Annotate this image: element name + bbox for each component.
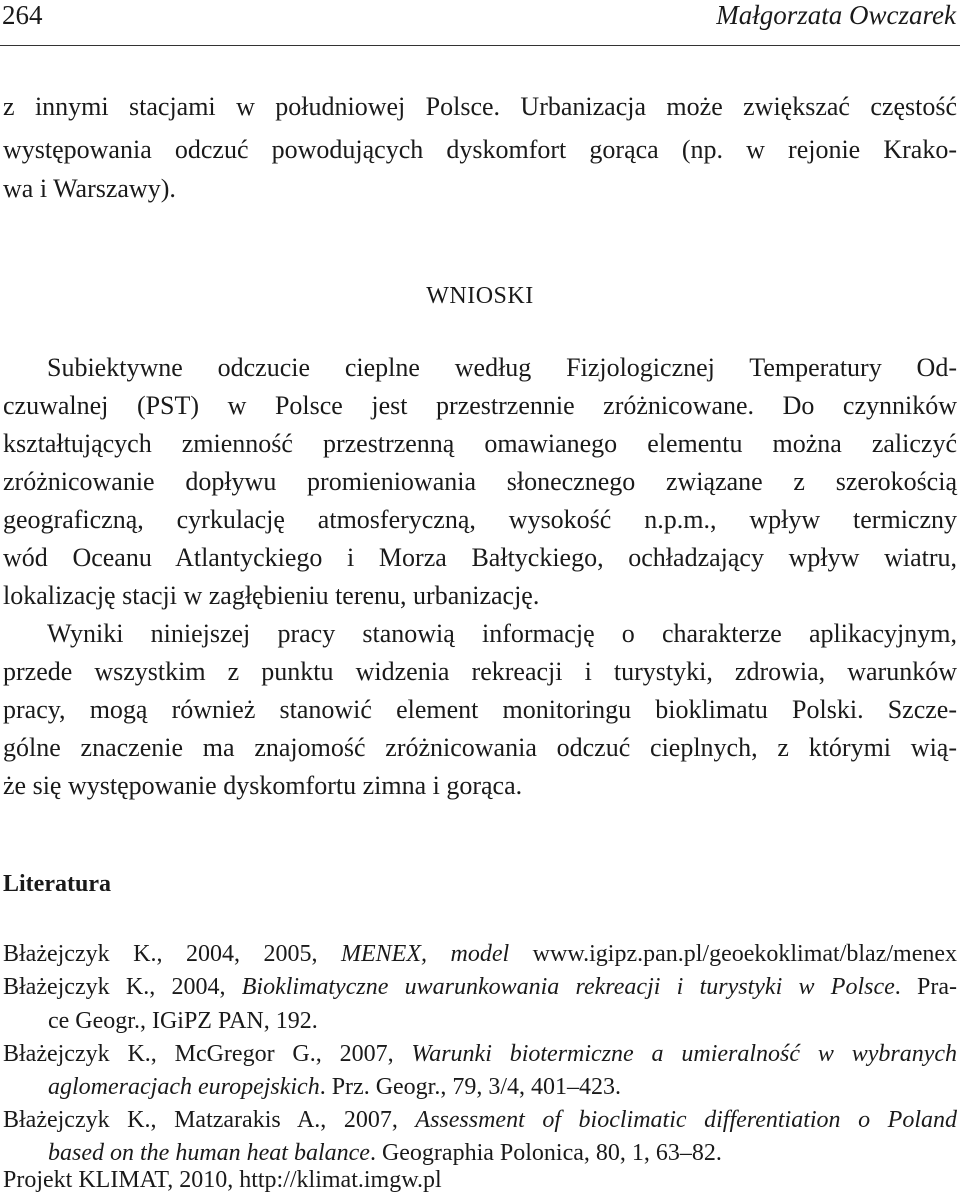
body-line: Subiektywne odczucie cieplne według Fizjologicznej Temperatury Od- <box>47 353 957 382</box>
ref-title: MENEX, model <box>341 941 510 967</box>
intro-line: z innymi stacjami w południowej Polsce. Urbanizacja może zwiększać częstość <box>3 92 957 121</box>
ref-text: www.igipz.pan.pl/geoekoklimat/blaz/menex <box>509 941 957 967</box>
section-heading: WNIOSKI <box>426 283 534 309</box>
reference-line <box>3 940 957 968</box>
ref-text: . Geographia Polonica, 80, 1, 63–82. <box>369 1140 722 1166</box>
ref-text: ce Geogr., IGiPZ PAN, 192. <box>48 1008 318 1034</box>
reference-line <box>3 1040 957 1068</box>
ref-title: Bioklimatyczne uwarunkowania rekreacji i turystyki w Polsce <box>241 974 895 1000</box>
ref-text: Błażejczyk K., 2004, 2005, <box>3 941 341 967</box>
ref-title: Warunki biotermiczne a umieralność w wybranych <box>411 1041 957 1067</box>
ref-title: aglomeracjach europejskich <box>48 1074 320 1100</box>
ref-text: Błażejczyk K., Matzarakis A., 2007, <box>3 1107 416 1133</box>
body-line: gólne znaczenie ma znajomość zróżnicowania odczuć cieplnych, z którymi wią- <box>3 733 957 762</box>
reference-line <box>48 1007 957 1035</box>
reference-line <box>48 1073 957 1101</box>
ref-text: . Pra- <box>894 974 957 1000</box>
body-line: przede wszystkim z punktu widzenia rekreacji i turystyki, zdrowia, warunków <box>3 657 957 686</box>
body-line: lokalizację stacji w zagłębieniu terenu, urbanizację. <box>3 581 540 610</box>
body-line: geograficzną, cyrkulację atmosferyczną, wysokość n.p.m., wpływ termiczny <box>3 505 957 534</box>
ref-text: Błażejczyk K., McGregor G., 2007, <box>3 1041 412 1067</box>
intro-line: wa i Warszawy). <box>3 174 176 203</box>
ref-text: . Prz. Geogr., 79, 3/4, 401–423. <box>319 1074 622 1100</box>
header-rule <box>0 45 960 46</box>
body-line: czuwalnej (PST) w Polsce jest przestrzennie zróżnicowane. Do czynników <box>3 391 957 420</box>
body-line: pracy, mogą również stanowić element monitoringu bioklimatu Polski. Szcze- <box>3 695 957 724</box>
reference-line <box>3 973 957 1001</box>
body-line: wód Oceanu Atlantyckiego i Morza Bałtyckiego, ochładzający wpływ wiatru, <box>3 543 957 572</box>
body-line: zróżnicowanie dopływu promieniowania słonecznego związane z szerokością <box>3 467 957 496</box>
reference-line <box>3 1166 957 1194</box>
intro-line: występowania odczuć powodujących dyskomfort gorąca (np. w rejonie Krako- <box>3 135 957 164</box>
literature-heading: Literatura <box>3 871 111 897</box>
reference-line <box>48 1139 957 1167</box>
ref-text: Projekt KLIMAT, 2010, http://klimat.imgw.pl <box>3 1167 442 1193</box>
ref-title: based on the human heat balance <box>48 1140 370 1166</box>
ref-text: Błażejczyk K., 2004, <box>3 974 242 1000</box>
running-author: Małgorzata Owczarek <box>716 0 956 30</box>
body-line: że się występowanie dyskomfortu zimna i gorąca. <box>3 771 523 800</box>
ref-title: Assessment of bioclimatic differentiation o Poland <box>415 1107 957 1133</box>
body-line: Wyniki niniejszej pracy stanowią informację o charakterze aplikacyjnym, <box>47 619 957 648</box>
page-number: 264 <box>2 0 43 30</box>
running-header <box>0 0 960 44</box>
reference-line <box>3 1106 957 1134</box>
body-line: kształtujących zmienność przestrzenną omawianego elementu można zaliczyć <box>3 429 957 458</box>
